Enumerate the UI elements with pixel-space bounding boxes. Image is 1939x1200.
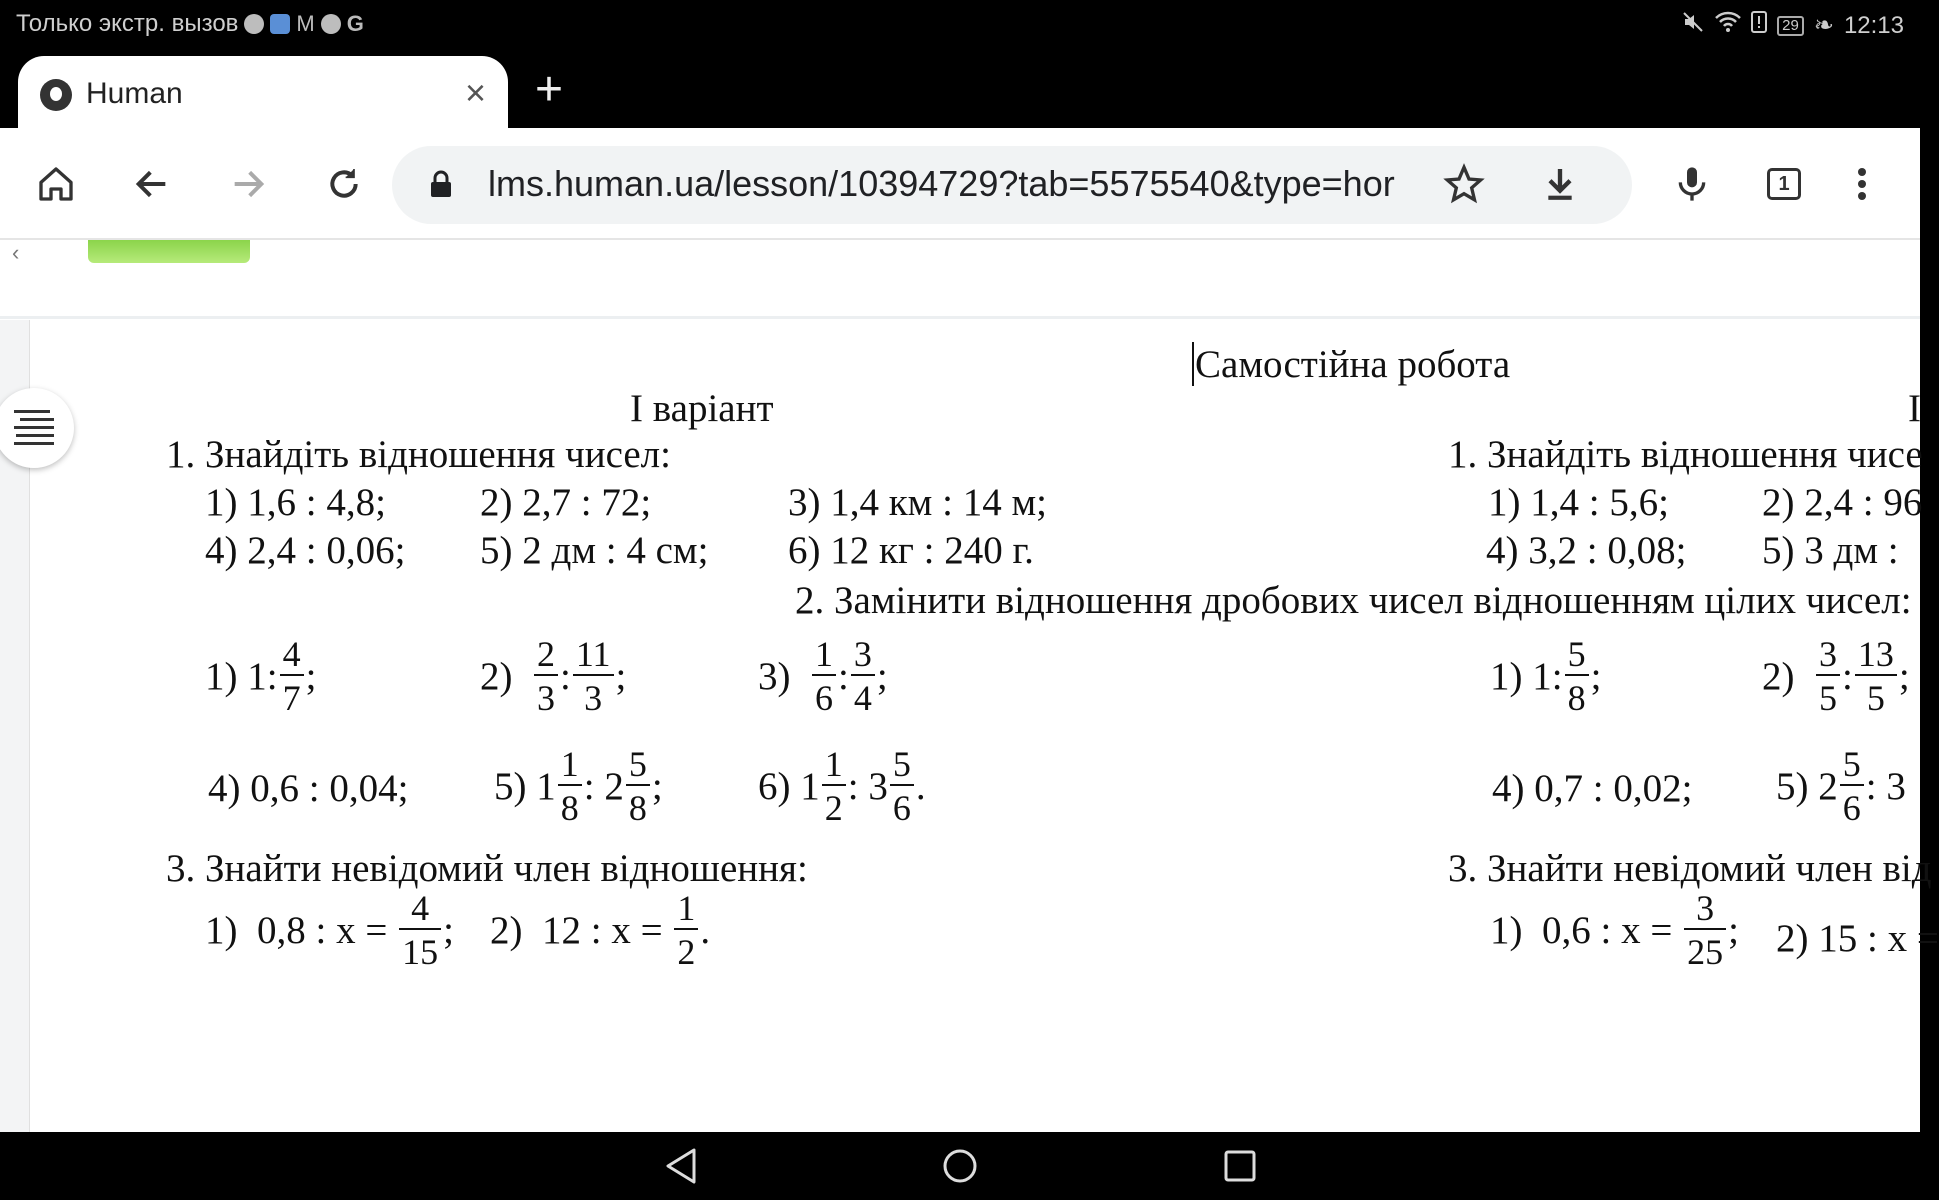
item-label: 5): [494, 764, 527, 808]
telegram-send-icon: [321, 14, 341, 34]
numerator: 4: [399, 890, 441, 930]
whole: 2: [604, 764, 624, 808]
fraction: [674, 890, 698, 970]
fraction: [822, 746, 846, 826]
whole: 1: [800, 764, 820, 808]
tab-count: 1: [1778, 172, 1790, 195]
bookmark-star-icon[interactable]: [1444, 164, 1484, 209]
variant-left-heading: І варіант: [630, 387, 774, 430]
expression: 12 : x =: [542, 908, 663, 952]
more-menu-icon[interactable]: [1834, 156, 1890, 212]
wifi-icon: [1715, 11, 1741, 40]
url-text[interactable]: lms.human.ua/lesson/10394729?tab=5575540&type=hor: [488, 163, 1395, 204]
item-label: 1): [1490, 654, 1523, 698]
item-label: 1): [1490, 908, 1523, 952]
t3-right-item-1: 1) 0,6 : x = $\frac{3}{25}$ ;: [1490, 888, 1739, 972]
green-action-button[interactable]: [88, 240, 250, 263]
t3-right-item-2: 2) 15 : x =: [1776, 917, 1939, 960]
close-tab-icon[interactable]: ×: [464, 72, 486, 113]
fraction: [534, 636, 558, 716]
document-title: Самостійна робота: [1195, 343, 1511, 386]
browser-tab[interactable]: [18, 56, 508, 130]
table-of-contents-button[interactable]: [0, 388, 74, 468]
item-label: 5): [1776, 764, 1809, 808]
t2-left-item-5: 5) 1 $\frac{1}{8}$ : 2 $\frac{5}{8}$ ;: [494, 744, 663, 828]
task2-heading: 2. Замінити відношення дробових чисел відношенням цілих чисел:: [795, 579, 1912, 622]
t1-right-item: 1) 1,4 : 5,6;: [1488, 481, 1669, 524]
item-label: 2): [1762, 654, 1795, 698]
t1-left-item: 6) 12 кг : 240 г.: [788, 529, 1034, 572]
lock-icon[interactable]: [430, 170, 452, 198]
telegram-notification-icon: [244, 14, 264, 34]
t2-left-item-2: 2) $\frac{2}{3}$ : $\frac{11}{3}$ ;: [480, 634, 627, 718]
fraction: [399, 890, 441, 970]
task3-left-heading: 3. Знайти невідомий член відношення:: [166, 847, 808, 890]
expression: 0,6 : x =: [1542, 908, 1673, 952]
new-tab-icon[interactable]: +: [535, 63, 564, 116]
item-label: 2): [490, 908, 523, 952]
status-bar: [0, 0, 1920, 50]
denominator: 3: [584, 678, 603, 718]
denominator: 6: [815, 678, 833, 718]
denominator: 8: [1567, 678, 1586, 718]
back-icon[interactable]: [124, 156, 180, 212]
google-notification-icon: G: [346, 11, 364, 36]
document-viewer: [0, 320, 1939, 1132]
numerator: 3: [851, 636, 875, 676]
home-icon[interactable]: [28, 156, 84, 212]
fraction: [1565, 636, 1589, 716]
reload-icon[interactable]: [316, 156, 372, 212]
whole: 1:: [247, 654, 278, 698]
denominator: 3: [537, 678, 555, 718]
t3-left-item-2: 2) 12 : x = $\frac{1}{2}$ .: [490, 888, 711, 972]
tab-title: Human: [86, 77, 183, 110]
leaf-icon: ❧: [1813, 12, 1834, 39]
system-nav-bar: [0, 1132, 1920, 1200]
numerator: 5: [890, 746, 914, 786]
t2-right-item-5: 5) 2 $\frac{5}{6}$ : 3: [1776, 744, 1906, 828]
web-page: [0, 240, 1939, 1132]
whole: 3: [1886, 764, 1906, 808]
denominator: 6: [892, 788, 911, 828]
denominator: 15: [402, 932, 439, 972]
numerator: 5: [1565, 636, 1589, 676]
t1-right-item: 4) 3,2 : 0,08;: [1486, 529, 1687, 572]
t2-left-item-6: 6) 1 $\frac{1}{2}$ : 3 $\frac{5}{6}$ .: [758, 744, 926, 828]
denominator: 25: [1687, 932, 1724, 972]
t2-right-item-4: 4) 0,7 : 0,02;: [1492, 767, 1693, 810]
task1-right-heading: 1. Знайдіть відношення чисе: [1448, 433, 1923, 476]
fraction: [573, 636, 614, 716]
whole: 2: [1818, 764, 1838, 808]
t1-left-item: 2) 2,7 : 72;: [480, 481, 652, 524]
t1-left-item: 3) 1,4 км : 14 м;: [788, 481, 1047, 524]
t1-left-item: 5) 2 дм : 4 см;: [480, 529, 709, 572]
nav-recents-icon[interactable]: [1220, 1146, 1260, 1191]
t1-right-item: 5) 3 дм :: [1762, 529, 1899, 572]
item-label: 1): [205, 654, 238, 698]
t2-left-item-3: 3) $\frac{1}{6}$ : $\frac{3}{4}$ ;: [758, 634, 888, 718]
task1-left-heading: 1. Знайдіть відношення чисел:: [166, 433, 671, 476]
address-bar[interactable]: [392, 146, 1632, 224]
denominator: 4: [853, 678, 872, 718]
denominator: 5: [1819, 678, 1837, 718]
fraction: [1816, 636, 1840, 716]
numerator: 5: [626, 746, 650, 786]
gmail-notification-icon: M: [296, 11, 315, 36]
t1-left-item: 4) 2,4 : 0,06;: [205, 529, 406, 572]
t2-left-item-1: 1) 1: $\frac{4}{7}$ ;: [205, 634, 317, 718]
fraction: [890, 746, 914, 826]
variant-right-heading: І: [1908, 387, 1921, 430]
numerator: 1: [558, 746, 582, 786]
numerator: 2: [534, 636, 558, 676]
t1-left-item: 1) 1,6 : 4,8;: [205, 481, 386, 524]
item-label: 2): [480, 654, 513, 698]
denominator: 2: [824, 788, 843, 828]
fraction: [1684, 890, 1726, 970]
browser-toolbar: [0, 128, 1920, 240]
list-lines-icon: [10, 406, 58, 450]
fraction: [558, 746, 582, 826]
t2-left-item-4: 4) 0,6 : 0,04;: [208, 767, 409, 810]
fraction: [1840, 746, 1864, 826]
divider: [0, 316, 1920, 319]
whole: 1: [536, 764, 556, 808]
numerator: 5: [1840, 746, 1864, 786]
item-label: 6): [758, 764, 791, 808]
carrier-text: Только экстр. вызов: [16, 10, 239, 37]
numerator: 1: [674, 890, 698, 930]
download-icon[interactable]: [1540, 164, 1580, 209]
fraction: [812, 636, 836, 716]
denominator: 8: [628, 788, 647, 828]
denominator: 2: [677, 932, 696, 972]
fraction: [851, 636, 875, 716]
forward-icon[interactable]: [220, 156, 276, 212]
fraction: [626, 746, 650, 826]
fraction: [1855, 636, 1897, 716]
numerator: 1: [812, 636, 836, 676]
task3-right-heading: 3. Знайти невідомий член від: [1448, 847, 1932, 890]
nav-back-icon[interactable]: [662, 1146, 702, 1191]
whole: 3: [868, 764, 888, 808]
t2-right-item-1: 1) 1: $\frac{5}{8}$ ;: [1490, 634, 1602, 718]
item-label: 3): [758, 654, 791, 698]
t3-left-item-1: 1) 0,8 : x = $\frac{4}{15}$ ;: [205, 888, 454, 972]
numerator: 13: [1855, 636, 1897, 676]
numerator: 3: [1816, 636, 1840, 676]
fraction: [280, 636, 304, 716]
item-label: 1): [205, 908, 238, 952]
sim-alert-icon: [1751, 11, 1767, 40]
denominator: 6: [1842, 788, 1861, 828]
numerator: 11: [573, 636, 614, 676]
denominator: 5: [1866, 678, 1885, 718]
t1-right-item: 2) 2,4 : 96: [1762, 481, 1923, 524]
battery-level: 29: [1782, 17, 1799, 34]
whole: 1:: [1532, 654, 1563, 698]
microphone-icon[interactable]: [1664, 156, 1720, 212]
denominator: 7: [282, 678, 301, 718]
tab-switcher-button[interactable]: [1756, 156, 1812, 212]
t2-right-item-2: 2) $\frac{3}{5}$ : $\frac{13}{5}$ ;: [1762, 634, 1910, 718]
shield-notification-icon: [270, 14, 290, 34]
page-back-arrow-icon[interactable]: ‹: [12, 240, 20, 265]
nav-home-icon[interactable]: [940, 1146, 980, 1191]
denominator: 8: [560, 788, 579, 828]
clock: 12:13: [1843, 11, 1904, 39]
favicon-icon: [40, 79, 72, 111]
numerator: 4: [280, 636, 304, 676]
text-cursor: [1192, 342, 1194, 386]
expression: 0,8 : x =: [257, 908, 388, 952]
battery-icon: [1777, 16, 1804, 36]
mute-icon: [1681, 10, 1705, 41]
numerator: 1: [822, 746, 846, 786]
numerator: 3: [1684, 890, 1726, 930]
